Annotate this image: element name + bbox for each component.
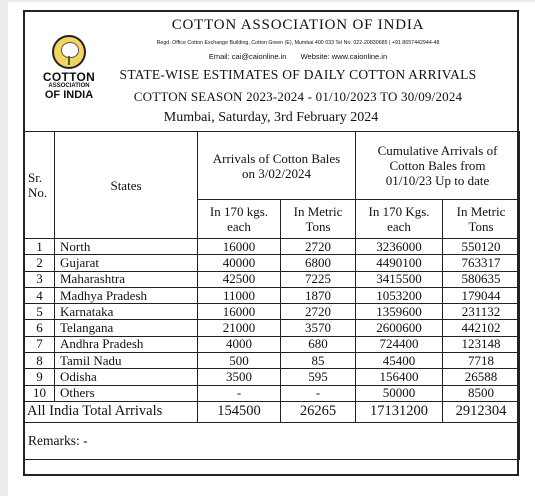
sr-cell: 10 (25, 385, 55, 401)
remarks-row (25, 422, 520, 459)
cum-mt-cell: 442102 (443, 320, 520, 336)
state-cell: Tamil Nadu (55, 353, 198, 369)
cum-bales-cell: 50000 (356, 385, 443, 401)
state-cell: Karnataka (55, 304, 198, 320)
bales-cell: 3500 (198, 369, 281, 385)
subheader-mt-daily: In Metric Tons (281, 200, 356, 239)
bales-cell: 21000 (198, 320, 281, 336)
website-link[interactable]: Website: www.caionline.in (300, 52, 388, 61)
cum-bales-cell: 4490100 (356, 255, 443, 271)
sr-cell: 9 (25, 369, 55, 385)
total-label: All India Total Arrivals (25, 401, 198, 422)
cum-bales-cell: 1359600 (356, 304, 443, 320)
subheader-kgs-daily: In 170 kgs. each (198, 200, 281, 239)
mt-cell: 3570 (281, 320, 356, 336)
season-line: COTTON SEASON 2023-2024 - 01/10/2023 TO 30/09/2024 (133, 89, 463, 104)
mt-cell: 85 (281, 353, 356, 369)
sr-cell: 2 (25, 255, 55, 271)
table-row (25, 255, 520, 271)
mt-cell: 1870 (281, 287, 356, 303)
sr-cell: 1 (25, 239, 55, 255)
table-row (25, 287, 520, 303)
mt-cell: 2720 (281, 239, 356, 255)
logo-text-cotton: COTTON (42, 70, 96, 84)
mt-cell: - (281, 385, 356, 401)
sr-cell: 8 (25, 353, 55, 369)
logo-text-of-india: OF INDIA (44, 89, 94, 101)
cum-mt-cell: 123148 (443, 336, 520, 352)
organization-name: COTTON ASSOCIATION OF INDIA (171, 17, 425, 33)
header-states: States (55, 132, 198, 239)
total-cum-bales: 17131200 (356, 401, 443, 422)
mt-cell: 680 (281, 336, 356, 352)
header-cumulative: Cumulative Arrivals of Cotton Bales from 01/10/23 Up to date (356, 132, 520, 200)
document-page (8, 2, 535, 496)
office-address: Regd. Office Cotton Exchange Building, Cotton Green (E), Mumbai 400 033 Tel No. 022-20830685 | +91 8657442944-48 (156, 40, 440, 46)
table-row (25, 369, 520, 385)
report-title: STATE-WISE ESTIMATES OF DAILY COTTON ARRIVALS (119, 67, 477, 82)
cum-bales-cell: 45400 (356, 353, 443, 369)
subheader-mt-cumulative: In Metric Tons (443, 200, 520, 239)
cum-mt-cell: 580635 (443, 271, 520, 287)
mt-cell: 2720 (281, 304, 356, 320)
state-cell: Maharashtra (55, 271, 198, 287)
table-row (25, 239, 520, 255)
bales-cell: 40000 (198, 255, 281, 271)
table-row (25, 353, 520, 369)
cum-bales-cell: 1053200 (356, 287, 443, 303)
report-date: Mumbai, Saturday, 3rd February 2024 (163, 110, 379, 125)
cum-bales-cell: 2600600 (356, 320, 443, 336)
association-logo (32, 35, 106, 115)
state-cell: Others (55, 385, 198, 401)
total-row (25, 401, 520, 422)
subheader-kgs-cumulative: In 170 Kgs. each (356, 200, 443, 239)
total-cum-mt: 2912304 (443, 401, 520, 422)
arrivals-table (24, 131, 520, 460)
state-cell: Andhra Pradesh (55, 336, 198, 352)
total-mt: 26265 (281, 401, 356, 422)
cum-mt-cell: 7718 (443, 353, 520, 369)
logo-text-association: ASSOCIATION (48, 83, 90, 89)
sr-cell: 5 (25, 304, 55, 320)
table-row (25, 320, 520, 336)
table-row (25, 385, 520, 401)
cum-bales-cell: 156400 (356, 369, 443, 385)
remarks-text: Remarks: - (25, 422, 520, 459)
bales-cell: 16000 (198, 239, 281, 255)
bales-cell: 42500 (198, 271, 281, 287)
cum-bales-cell: 3236000 (356, 239, 443, 255)
table-row (25, 271, 520, 287)
table-header-row (25, 132, 520, 200)
state-cell: Telangana (55, 320, 198, 336)
cum-mt-cell: 763317 (443, 255, 520, 271)
sr-cell: 6 (25, 320, 55, 336)
state-cell: Gujarat (55, 255, 198, 271)
mt-cell: 6800 (281, 255, 356, 271)
bales-cell: 16000 (198, 304, 281, 320)
sr-cell: 3 (25, 271, 55, 287)
total-bales: 154500 (198, 401, 281, 422)
cum-bales-cell: 724400 (356, 336, 443, 352)
cum-mt-cell: 179044 (443, 287, 520, 303)
bales-cell: 500 (198, 353, 281, 369)
cum-mt-cell: 8500 (443, 385, 520, 401)
bales-cell: 11000 (198, 287, 281, 303)
table-row (25, 304, 520, 320)
sr-cell: 4 (25, 287, 55, 303)
cum-mt-cell: 26588 (443, 369, 520, 385)
cum-mt-cell: 231132 (443, 304, 520, 320)
table-row (25, 336, 520, 352)
state-cell: Odisha (55, 369, 198, 385)
state-cell: North (55, 239, 198, 255)
header-arrivals: Arrivals of Cotton Bales on 3/02/2024 (198, 132, 356, 200)
contact-line (108, 52, 488, 61)
cotton-boll-icon (52, 35, 86, 69)
email-link[interactable]: Email: cai@caionline.in (208, 52, 287, 61)
bales-cell: 4000 (198, 336, 281, 352)
state-cell: Madhya Pradesh (55, 287, 198, 303)
header-sr-no: Sr. No. (25, 132, 55, 239)
cum-mt-cell: 550120 (443, 239, 520, 255)
bales-cell: - (198, 385, 281, 401)
mt-cell: 595 (281, 369, 356, 385)
cum-bales-cell: 3415500 (356, 271, 443, 287)
sr-cell: 7 (25, 336, 55, 352)
mt-cell: 7225 (281, 271, 356, 287)
